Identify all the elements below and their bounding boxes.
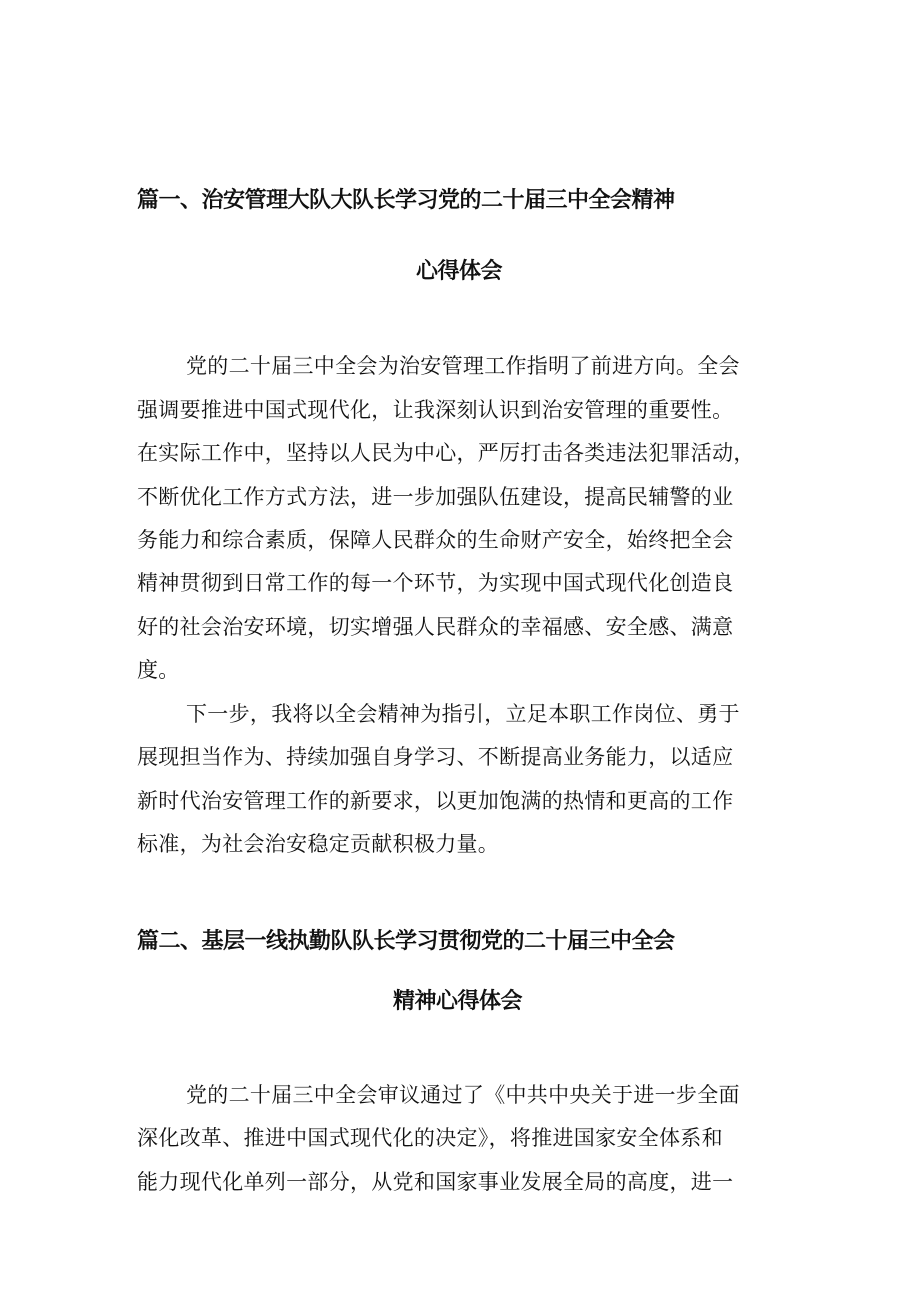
section-1-paragraph-2-line: 标准，为社会治安稳定贡献积极力量。 [137, 832, 500, 856]
section-1-paragraph-2-line: 新时代治安管理工作的新要求，以更加饱满的热情和更高的工作 [137, 789, 734, 813]
section-1-paragraph-1-line: 在实际工作中，坚持以人民为中心，严厉打击各类违法犯罪活动， [137, 441, 755, 465]
section-1-title-line-2: 心得体会 [416, 259, 503, 284]
section-2-title-line-2: 精神心得体会 [393, 989, 523, 1014]
section-2-paragraph-1-line: 深化改革、推进中国式现代化的决定》，将推进国家安全体系和 [137, 1126, 723, 1150]
section-1-paragraph-1-line: 度。 [137, 658, 180, 682]
section-2-paragraph-1-line: 能力现代化单列一部分，从党和国家事业发展全局的高度，进一 [137, 1170, 734, 1194]
section-1-title-line-1: 篇一、治安管理大队大队长学习党的二十届三中全会精神 [137, 188, 675, 213]
section-1-paragraph-1-line: 好的社会治安环境，切实增强人民群众的幸福感、安全感、满意 [137, 615, 734, 639]
section-2-paragraph-1-line: 党的二十届三中全会审议通过了《中共中央关于进一步全面 [186, 1083, 740, 1107]
section-2-title-line-1: 篇二、基层一线执勤队队长学习贯彻党的二十届三中全会 [137, 929, 675, 954]
section-1-paragraph-1-line: 精神贯彻到日常工作的每一个环节，为实现中国式现代化创造良 [137, 571, 734, 595]
section-1-paragraph-2-line: 下一步，我将以全会精神为指引，立足本职工作岗位、勇于 [186, 702, 740, 726]
section-1-paragraph-1-line: 不断优化工作方式方法，进一步加强队伍建设，提高民辅警的业 [137, 485, 734, 509]
section-1-paragraph-1-line: 强调要推进中国式现代化，让我深刻认识到治安管理的重要性。 [137, 398, 734, 422]
section-1-paragraph-1-line: 党的二十届三中全会为治安管理工作指明了前进方向。全会 [186, 354, 740, 378]
section-1-paragraph-2-line: 展现担当作为、持续加强自身学习、不断提高业务能力，以适应 [137, 745, 734, 769]
section-1-paragraph-1-line: 务能力和综合素质，保障人民群众的生命财产安全，始终把全会 [137, 528, 734, 552]
